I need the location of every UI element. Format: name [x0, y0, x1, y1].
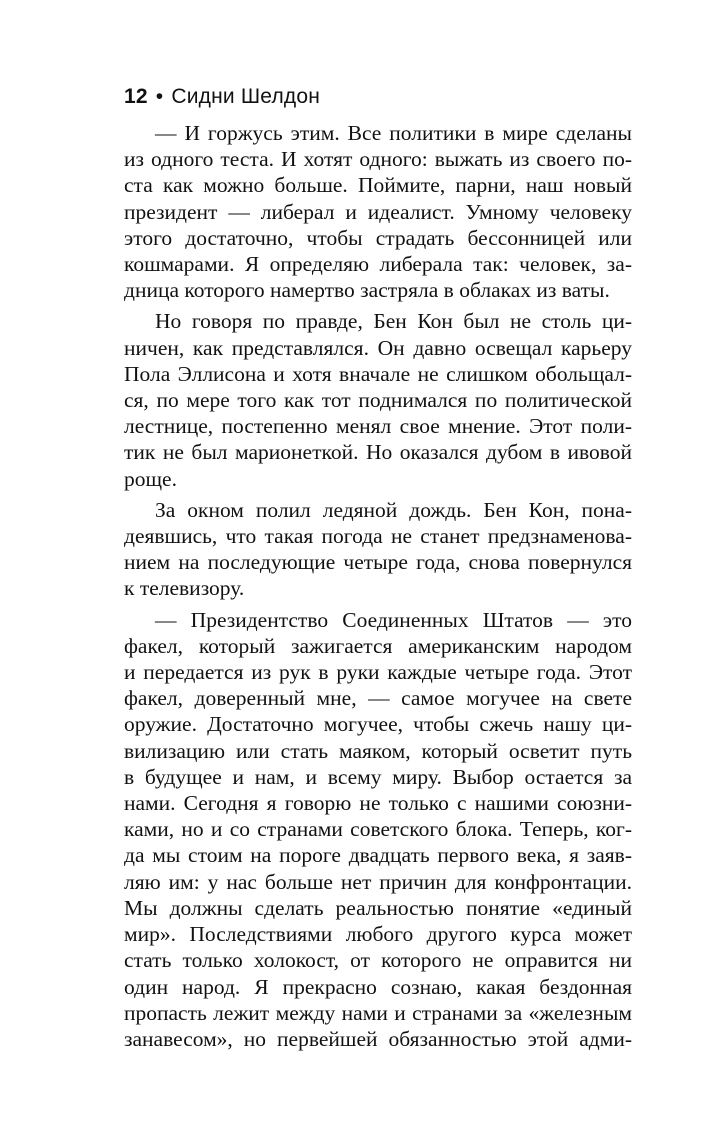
text-line: этого достаточно, чтобы страдать бессонницей или — [124, 225, 632, 250]
text-line: из одного теста. И хотят одного: выжать из своего по- — [124, 147, 632, 172]
text-line: Пола Эллисона и хотя вначале не слишком обольщал- — [124, 361, 632, 386]
paragraph — [124, 120, 632, 303]
text-line: деявшись, что такая погода не станет предзнаменова- — [124, 524, 632, 549]
text-line: в будущее и нам, и всему миру. Выбор остается за — [124, 764, 632, 789]
text-line: ляю им: у нас больше нет причин для конфронтации. — [124, 869, 632, 894]
text-line: вилизацию или стать маяком, который осветит путь — [124, 738, 632, 763]
paragraph — [124, 497, 632, 602]
text-line: нами. Сегодня я говорю не только с нашими союзни- — [124, 791, 632, 816]
text-line: — И горжусь этим. Все политики в мире сделаны — [155, 121, 632, 145]
text-line: стать только холокост, от которого не оправится ни — [124, 948, 632, 973]
body-text — [124, 120, 632, 1057]
text-line: нием на последующие четыре года, снова повернулся — [124, 550, 632, 575]
text-line: мир». Последствиями любого другого курса может — [124, 922, 632, 947]
text-line: и передается из рук в руки каждые четыре года. Этот — [124, 660, 632, 685]
text-line: факел, который зажигается американским народом — [124, 633, 632, 658]
text-line: дница которого намертво застряла в облаках из ваты. — [124, 278, 610, 303]
paragraph — [124, 308, 632, 491]
text-line: ся, по мере того как тот поднимался по политической — [124, 388, 632, 413]
text-line: ста как можно больше. Поймите, парни, наш новый — [124, 173, 632, 198]
text-line: Но говоря по правде, Бен Кон был не столь ци- — [155, 309, 632, 334]
text-line: лестнице, постепенно менял свое мнение. Этот поли- — [124, 414, 632, 439]
paragraph — [124, 607, 632, 1052]
text-line: один народ. Я прекрасно сознаю, какая бездонная — [124, 974, 632, 999]
text-line: кошмарами. Я определяю либерала так: человек, за- — [124, 252, 632, 277]
text-line: занавесом», но первейшей обязанностью этой адми- — [124, 1026, 632, 1051]
text-line: президент — либерал и идеалист. Умному человеку — [124, 199, 632, 224]
text-line: пропасть лежит между нами и странами за «железным — [124, 1000, 632, 1025]
author-name: Сидни Шелдон — [171, 85, 321, 108]
text-line: За окном полил ледяной дождь. Бен Кон, пона- — [155, 497, 632, 522]
text-line: ничен, как представлялся. Он давно освещал карьеру — [124, 335, 632, 360]
text-line: тик не был марионеткой. Но оказался дубом в ивовой — [124, 440, 632, 465]
text-line: ками, но и со странами советского блока. Теперь, ког- — [124, 817, 632, 842]
page-number: 12 — [124, 85, 148, 108]
text-line: да мы стоим на пороге двадцать первого века, я заяв- — [124, 843, 632, 868]
text-line: Мы должны сделать реальностью понятие «единый — [124, 895, 632, 920]
text-line: роще. — [124, 466, 177, 491]
text-line: факел, доверенный мне, — самое могучее на свете — [124, 686, 632, 711]
text-line: оружие. Достаточно могучее, чтобы сжечь нашу ци- — [124, 712, 632, 737]
header-separator: • — [155, 85, 164, 108]
text-line: — Президентство Соединенных Штатов — это — [155, 607, 632, 632]
running-header — [124, 85, 320, 109]
text-line: к телевизору. — [124, 576, 245, 601]
